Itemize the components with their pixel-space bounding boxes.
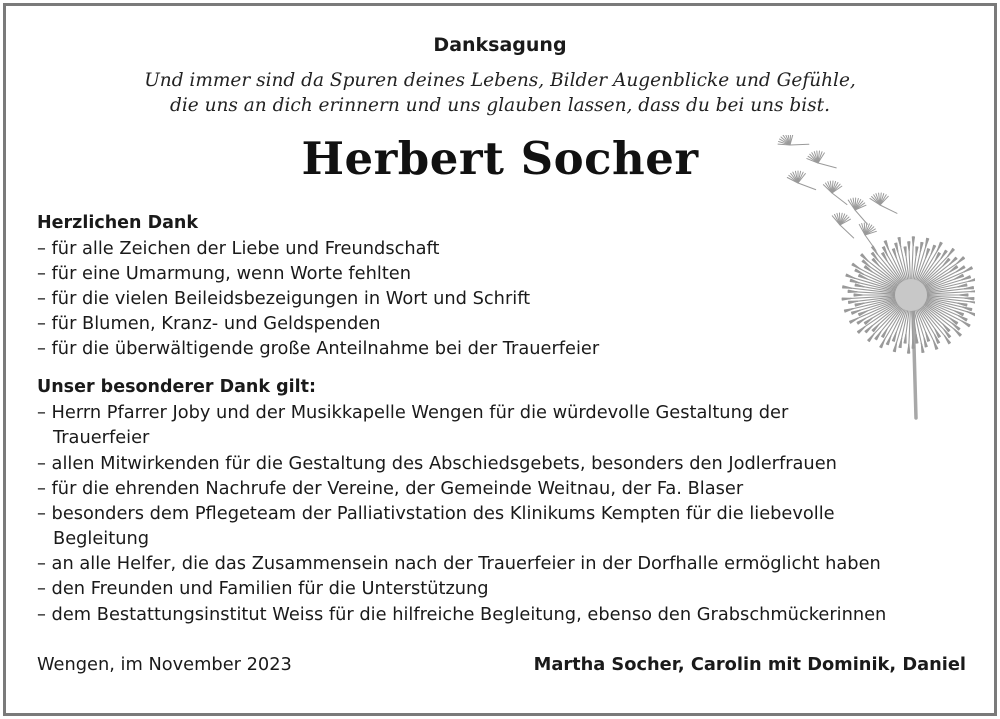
section1-item: – für Blumen, Kranz- und Geldspenden <box>37 313 381 334</box>
signatures: Martha Socher, Carolin mit Dominik, Daniel <box>533 654 966 675</box>
notice-heading: Danksagung <box>433 34 567 56</box>
quote-line-2: die uns an dich erinnern und uns glauben lassen, dass du bei uns bist. <box>169 95 830 116</box>
section2-item: – Herrn Pfarrer Joby und der Musikkapelle Wengen für die würdevolle Gestaltung der <box>37 402 789 423</box>
section2-title: Unser besonderer Dank gilt: <box>37 377 317 397</box>
section2-item: – den Freunden und Familien für die Unterstützung <box>37 578 489 599</box>
section2-item: – für die ehrenden Nachrufe der Vereine, der Gemeinde Weitnau, der Fa. Blaser <box>37 478 744 499</box>
quote-line-1: Und immer sind da Spuren deines Lebens, Bilder Augenblicke und Gefühle, <box>144 70 856 91</box>
section1-item: – für eine Umarmung, wenn Worte fehlten <box>37 263 412 284</box>
section2-item: – allen Mitwirkenden für die Gestaltung des Abschiedsgebets, besonders den Jodlerfrauen <box>37 453 837 474</box>
dandelion-icon <box>770 135 975 425</box>
section1-item: – für alle Zeichen der Liebe und Freundschaft <box>37 238 440 259</box>
section2-item: – an alle Helfer, die das Zusammensein nach der Trauerfeier in der Dorfhalle ermöglicht haben <box>37 553 881 574</box>
section2-item: – besonders dem Pflegeteam der Palliativstation des Klinikums Kempten für die liebevolle <box>37 503 835 524</box>
section2-item-continued: Trauerfeier <box>53 427 150 448</box>
deceased-name: Herbert Socher <box>301 132 699 185</box>
section2-item: – dem Bestattungsinstitut Weiss für die hilfreiche Begleitung, ebenso den Grabschmückerinnen <box>37 604 887 625</box>
section1-title: Herzlichen Dank <box>37 213 199 233</box>
section1-item: – für die überwältigende große Anteilnahme bei der Trauerfeier <box>37 338 600 359</box>
place-date: Wengen, im November 2023 <box>37 654 292 675</box>
section2-item-continued: Begleitung <box>53 528 150 549</box>
section1-item: – für die vielen Beileidsbezeigungen in Wort und Schrift <box>37 288 531 309</box>
